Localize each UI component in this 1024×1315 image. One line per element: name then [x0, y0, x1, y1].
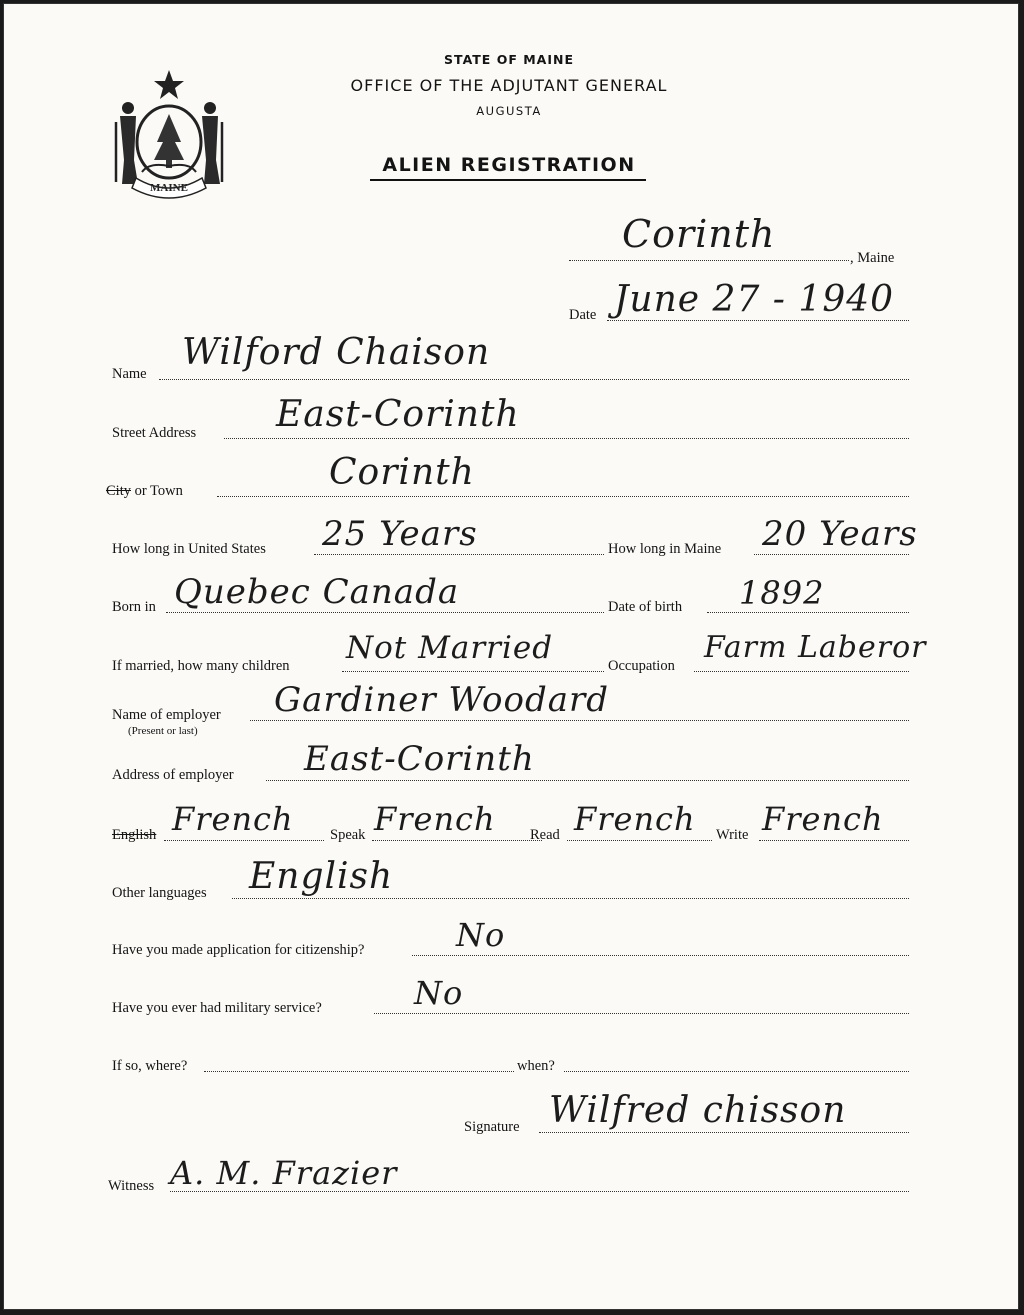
witness-label: Witness	[108, 1178, 155, 1194]
witness-value: A. M. Frazier	[170, 1154, 398, 1192]
read-line	[567, 840, 712, 841]
write-label: Write	[716, 827, 749, 843]
header-state: STATE OF MAINE	[444, 52, 574, 67]
street-line	[224, 438, 909, 439]
signature-line	[539, 1132, 909, 1133]
other-languages-label: Other languages	[112, 885, 207, 901]
maine-line	[754, 554, 909, 555]
signature-value: Wilfred chisson	[549, 1090, 847, 1131]
city-label-struck: City	[106, 483, 131, 499]
employer-address-line	[266, 780, 909, 781]
us-value: 25 Years	[322, 514, 478, 554]
seal-banner-text: MAINE	[150, 182, 188, 194]
dob-label: Date of birth	[608, 599, 683, 615]
maine-state-seal-icon	[114, 64, 224, 199]
born-line	[166, 612, 604, 613]
children-label: If married, how many children	[112, 658, 290, 674]
write-line	[759, 840, 909, 841]
us-line	[314, 554, 604, 555]
english-line	[164, 840, 324, 841]
form-title: ALIEN REGISTRATION	[382, 154, 636, 176]
city-label	[106, 483, 183, 500]
employer-value: Gardiner Woodard	[274, 680, 610, 720]
employer-line	[250, 720, 909, 721]
header-office: OFFICE OF THE ADJUTANT GENERAL	[350, 76, 668, 95]
employer-address-value: East-Corinth	[304, 739, 535, 779]
town-suffix: , Maine	[850, 250, 895, 266]
military-line	[374, 1013, 909, 1014]
military-label: Have you ever had military service?	[112, 1000, 322, 1016]
maine-label: How long in Maine	[608, 541, 722, 557]
citizenship-label: Have you made application for citizenship?	[112, 942, 365, 958]
other-languages-line	[232, 898, 909, 899]
where-line	[204, 1071, 514, 1072]
us-label: How long in United States	[112, 541, 266, 557]
date-value: June 27 - 1940	[614, 279, 895, 320]
read-value: French	[574, 800, 696, 838]
town-value: Corinth	[622, 212, 776, 256]
citizenship-line	[412, 955, 909, 956]
when-label: when?	[517, 1058, 555, 1074]
employer-label: Name of employer	[112, 707, 221, 723]
town-line	[569, 260, 849, 261]
born-label: Born in	[112, 599, 156, 615]
where-label: If so, where?	[112, 1058, 188, 1074]
other-languages-value: English	[249, 856, 394, 897]
children-line	[342, 671, 604, 672]
speak-label: Speak	[330, 827, 366, 843]
street-label: Street Address	[112, 425, 197, 441]
dob-line	[707, 612, 909, 613]
street-value: East-Corinth	[276, 394, 520, 435]
header-city: AUGUSTA	[476, 104, 542, 118]
signature-label: Signature	[464, 1119, 520, 1135]
city-line	[217, 496, 909, 497]
speak-line	[372, 840, 542, 841]
date-line	[607, 320, 909, 321]
children-value: Not Married	[346, 630, 554, 666]
english-label: English	[112, 827, 157, 843]
city-value: Corinth	[329, 452, 475, 493]
speak-value: French	[374, 800, 496, 838]
maine-value: 20 Years	[762, 514, 918, 554]
city-label-rest: or Town	[130, 483, 183, 499]
when-line	[564, 1071, 909, 1072]
employer-address-label: Address of employer	[112, 767, 234, 783]
date-label: Date	[569, 307, 597, 323]
alien-registration-form	[4, 4, 1018, 1309]
write-value: French	[762, 800, 884, 838]
name-label: Name	[112, 366, 147, 382]
occupation-line	[694, 671, 909, 672]
title-underline	[370, 179, 646, 181]
name-line	[159, 379, 909, 380]
born-value: Quebec Canada	[174, 572, 460, 612]
military-value: No	[414, 974, 464, 1012]
name-value: Wilford Chaison	[182, 332, 491, 373]
english-value: French	[172, 800, 294, 838]
read-label: Read	[530, 827, 560, 843]
employer-sublabel: (Present or last)	[128, 725, 198, 737]
citizenship-value: No	[456, 916, 506, 954]
occupation-label: Occupation	[608, 658, 675, 674]
dob-value: 1892	[739, 574, 825, 612]
occupation-value: Farm Laberor	[704, 630, 927, 665]
